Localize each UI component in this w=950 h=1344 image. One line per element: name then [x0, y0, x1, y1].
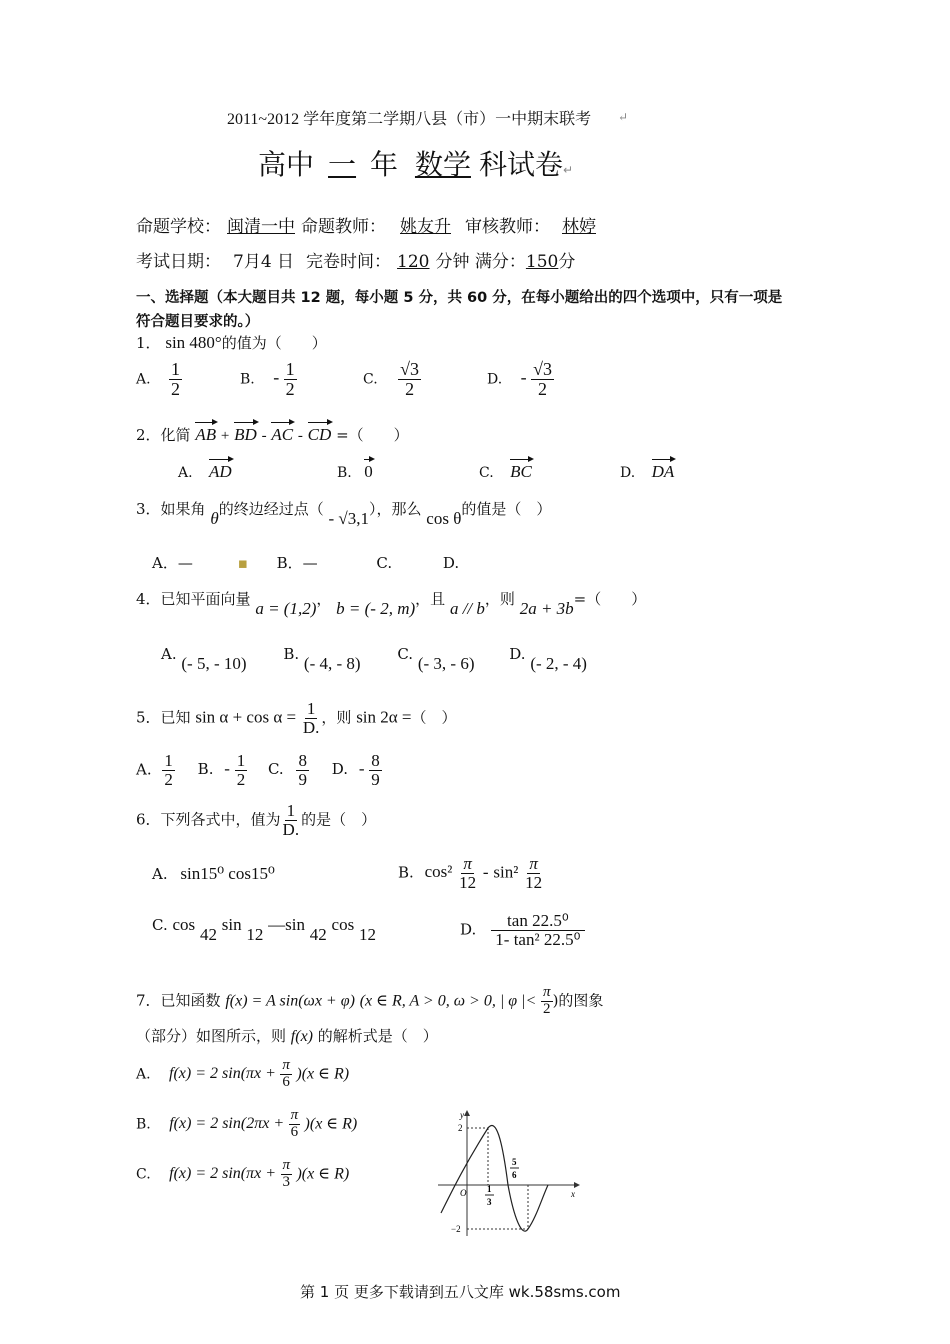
time-label: 完卷时间： [306, 252, 392, 272]
q2-vec-ac: AC [271, 425, 294, 444]
q6-c-12-1: 12 [246, 925, 264, 944]
score-value: 150 [525, 252, 559, 272]
q1-b-label: B. [240, 371, 255, 388]
q2-option-d [620, 462, 674, 482]
q4-d-value: (- 2, - 4) [530, 654, 587, 673]
section-heading-2: 符合题目要求的。） [136, 314, 260, 330]
q7-line2 [136, 1025, 438, 1046]
reviewer-value: 林婷 [562, 217, 596, 237]
q6-b-pi-1: π [463, 854, 472, 873]
q7-a-den: 6 [282, 1073, 290, 1090]
q5-expr: sin α + cos α = [195, 707, 297, 727]
q4-text3: ，则 [484, 590, 515, 608]
q6-b-label: B. [398, 863, 414, 882]
q7-b-label: B. [136, 1116, 151, 1133]
q5-a-label: A. [136, 760, 152, 779]
q6-b-minus: - [482, 862, 489, 882]
q2-op3: - [297, 428, 303, 444]
q3-theta: θ [210, 509, 219, 528]
q1-expr: sin 480° [165, 333, 222, 352]
q6-option-c [152, 915, 376, 944]
title-year-blank: 一 [328, 148, 357, 181]
y-bottom-label: −2 [451, 1224, 461, 1234]
q6-b-pi-2: π [529, 854, 538, 873]
q5-tail: （ ） [411, 708, 457, 727]
x-axis-arrow [574, 1182, 580, 1188]
title-grade: 高中 [258, 148, 315, 181]
q4-vec-a: a = (1,2) [255, 599, 317, 618]
q3-stem [136, 498, 552, 528]
mark-5-6-den: 6 [512, 1170, 517, 1180]
q7-a-tail: )(x ∈ R) [296, 1065, 350, 1083]
q7-stem [136, 985, 603, 1018]
q2-option-c [479, 462, 532, 482]
q5-b-num: 1 [236, 751, 246, 770]
date-label: 考试日期： [136, 252, 221, 272]
return-mark-icon: ↵ [618, 110, 629, 124]
q5-expr2: sin 2α = [356, 707, 412, 727]
q6-c-minus-sin: —sin [268, 915, 305, 934]
q2-vec-bd: BD [234, 425, 257, 444]
q6-c-cos1: cos [172, 915, 196, 934]
q6-c-12-2: 12 [359, 925, 376, 944]
school-label: 命题学校： [136, 217, 221, 237]
q6-tail: 的是（ ） [301, 810, 377, 829]
q4-d-label: D. [509, 645, 526, 663]
q7-pi: π [543, 984, 551, 1000]
q7-text2: )的图象 [552, 991, 604, 1010]
q1-d-den: 2 [538, 378, 548, 399]
q3-a-label: A．— [152, 554, 193, 572]
x-axis-label: x [571, 1189, 575, 1199]
q6-option-d [460, 912, 585, 949]
title-year: 年 [370, 148, 399, 181]
q6-c-sin1: sin [221, 915, 242, 934]
q4-options [161, 644, 587, 673]
q6-b-12-2: 12 [525, 872, 543, 892]
sine-graph [436, 1108, 581, 1240]
q3-dot-mark: ▪ [237, 554, 248, 572]
q5-d-label: D. [331, 760, 349, 779]
q2-option-b [337, 462, 373, 482]
q6-d-num: tan 22.5⁰ [491, 912, 585, 931]
q5-c-den: 9 [298, 769, 307, 789]
q1-d-label: D. [487, 371, 503, 388]
q5-c-num: 8 [298, 751, 307, 770]
q6-c-42-2: 42 [309, 925, 327, 944]
q1-c-den: 2 [405, 378, 415, 399]
q4-a-value: (- 5, - 10) [181, 654, 247, 673]
q4-expr: 2a + 3b [519, 599, 574, 618]
score-label: 满分： [474, 252, 526, 272]
q2-c-vec: BC [510, 462, 532, 481]
q7-line2-text: （部分）如图所示，则 [136, 1027, 287, 1045]
section-heading-1: 一、选择题（本大题目共 12 题，每小题 5 分，共 60 分，在每小题给出的四个选项中，只有一项是 [136, 290, 783, 306]
q7-a-num: π [282, 1057, 290, 1073]
q6-c-42-1: 42 [199, 925, 217, 944]
q3-d-label: D. [442, 554, 460, 572]
q1-num: 1． [136, 334, 161, 352]
q6-num: 1 [286, 801, 296, 820]
q5-d-num: 8 [371, 751, 380, 770]
q3-text3: ），那么 [368, 500, 422, 518]
q5-den: D. [302, 717, 320, 737]
q4-text1: 4．已知平面向量 [136, 590, 251, 608]
title-subject: 数学 [414, 148, 471, 181]
time-unit: 分钟 [435, 252, 470, 272]
q7-fx2: f(x) [290, 1028, 313, 1045]
mark-5-6-num: 5 [512, 1157, 517, 1167]
mark-1-3-den: 3 [487, 1197, 492, 1207]
meta-line-1 [136, 212, 608, 237]
q2-b-label: B. [337, 465, 352, 481]
page-footer: 第 1 页 更多下载请到五八文库 wk.58sms.com [300, 1283, 621, 1301]
q4-a-label: A. [161, 645, 177, 663]
q5-b-label: B. [197, 760, 214, 779]
q7-option-a [136, 1058, 349, 1091]
q3-point: - √3,1 [328, 509, 369, 528]
q6-stem [136, 802, 376, 839]
q4-text2: ，且 [415, 590, 446, 608]
q2-d-label: D. [620, 465, 636, 481]
score-unit: 分 [558, 252, 576, 272]
q2-b-vec: 0 [364, 462, 373, 481]
mark-1-3-num: 1 [487, 1184, 492, 1194]
exam-line: 2011~2012 学年度第二学期八县（市）一中期末联考 [227, 111, 592, 128]
q3-options [152, 552, 459, 573]
q2-tail: =（ ） [336, 426, 409, 444]
q3-text4: 的值是（ ） [461, 500, 552, 518]
q4-b-value: (- 4, - 8) [303, 654, 361, 673]
q1-b-sign: - [273, 367, 280, 388]
setter-value: 姚友升 [400, 217, 451, 237]
q5-d-sign: - [358, 759, 365, 779]
q7-b-expr: f(x) = 2 sin(2πx + [169, 1115, 285, 1133]
q2-op1: + [220, 428, 230, 444]
meta-line-2 [136, 247, 575, 272]
q4-c-label: C. [397, 645, 414, 663]
q4-parallel: a // b [449, 599, 485, 618]
q2-op2: - [261, 428, 267, 444]
q2-vec-cd: CD [307, 425, 332, 444]
q6-option-a [152, 864, 275, 884]
q3-c-label: C. [376, 554, 393, 572]
q7-condition: (x ∈ R, A > 0, ω > 0, | φ |< [359, 992, 537, 1010]
q7-b-tail: )(x ∈ R) [304, 1115, 358, 1133]
q3-text1: 3．如果角 [136, 500, 206, 518]
q6-c-label: C. [152, 916, 168, 934]
time-value: 120 [397, 252, 430, 272]
q7-a-label: A. [136, 1066, 151, 1083]
q1-a-label: A. [136, 371, 151, 388]
q5-a-den: 2 [164, 769, 173, 789]
q4-tail: =（ ） [573, 590, 647, 608]
school-value: 闽清一中 [227, 217, 295, 237]
q6-option-b [398, 855, 544, 892]
q6-b-cos: cos² [424, 862, 453, 882]
q1-d-num: √3 [533, 359, 552, 379]
q1-stem [136, 332, 327, 353]
q5-d-den: 9 [371, 769, 380, 789]
q6-b-sin: sin² [493, 862, 519, 882]
origin-label: O [460, 1188, 467, 1198]
q1-option-d [487, 360, 554, 399]
q7-c-expr: f(x) = 2 sin(πx + [169, 1165, 277, 1183]
q2-vec-ab: AB [195, 425, 217, 444]
q1-option-a [136, 360, 182, 399]
q7-c-den: 3 [282, 1173, 290, 1190]
q2-stem [136, 424, 409, 445]
date-value: 7月4 日 [233, 252, 295, 272]
q7-c-tail: )(x ∈ R) [296, 1165, 350, 1183]
q1-c-num: √3 [400, 359, 420, 379]
q5-c-label: C. [267, 760, 284, 779]
q7-a-expr: f(x) = 2 sin(πx + [169, 1065, 276, 1083]
q4-stem: 4．已知平面向量 a = (1,2)， b = (- 2, m)，且 a // b，则 2a + 3b=（ ） [136, 590, 647, 618]
q1-a-den: 2 [171, 378, 181, 399]
q5-a-num: 1 [164, 751, 173, 770]
q7-c-num: π [282, 1157, 291, 1173]
q6-a-expr: sin15⁰ cos15⁰ [180, 864, 275, 883]
q7-option-b [136, 1108, 357, 1141]
y-axis-label: y [460, 1110, 464, 1120]
q4-b-label: B. [283, 645, 300, 663]
q3-text2: 的终边经过点（ [218, 500, 324, 518]
q3-cos: cos θ [426, 509, 462, 528]
q5-b-sign: - [224, 759, 230, 779]
q1-tail: 的值为（ ） [221, 334, 327, 352]
title-rest: 科试卷 [478, 148, 563, 181]
setter-label: 命题教师： [301, 217, 386, 237]
q6-d-label: D. [460, 920, 477, 939]
q5-b-den: 2 [236, 769, 246, 789]
q2-c-label: C. [479, 465, 494, 481]
q2-num: 2．化简 [136, 426, 191, 444]
q7-option-c [136, 1158, 349, 1191]
y-top-label: 2 [458, 1123, 463, 1133]
q2-a-label: A. [178, 465, 193, 481]
q6-text1: 6．下列各式中，值为 [136, 810, 281, 829]
q7-b-num: π [290, 1107, 299, 1123]
q7-b-den: 6 [290, 1123, 299, 1140]
q2-option-a [178, 462, 232, 482]
q1-b-num: 1 [285, 359, 295, 379]
q5-stem [136, 700, 457, 737]
q2-d-vec: DA [651, 462, 675, 481]
q2-a-vec: AD [209, 462, 232, 481]
q6-a-label: A. [152, 865, 168, 883]
q7-two: 2 [543, 1000, 551, 1017]
q7-text1: 7．已知函数 [136, 991, 221, 1010]
q1-c-label: C. [363, 371, 378, 388]
q6-d-den: 1- tan² 22.5⁰ [495, 929, 581, 949]
q1-b-den: 2 [285, 378, 295, 399]
q7-function: f(x) = A sin(ωx + φ) [225, 992, 355, 1010]
q6-b-12-1: 12 [459, 872, 477, 892]
q4-vec-b: b = (- 2, m) [336, 599, 416, 618]
q4-c-value: (- 3, - 6) [417, 654, 475, 673]
q1-a-num: 1 [171, 359, 181, 379]
sine-curve [441, 1125, 548, 1231]
q1-option-b [240, 360, 297, 399]
q5-options [136, 752, 382, 789]
q1-option-c [363, 360, 421, 399]
q5-text1: 5．已知 [136, 708, 191, 727]
q6-c-cos2: cos [331, 915, 355, 934]
q1-d-sign: - [520, 367, 527, 388]
reviewer-label: 审核教师： [465, 217, 550, 237]
q7-c-label: C. [136, 1166, 151, 1183]
exam-title: 高中 一 年 数学 科试卷↵ [258, 148, 574, 181]
q5-num: 1 [306, 699, 316, 718]
q7-line2b-text: 的解析式是（ ） [317, 1027, 438, 1045]
q6-den: D. [282, 819, 300, 839]
q5-text2: ，则 [321, 708, 352, 727]
y-axis-arrow [464, 1110, 470, 1116]
q3-b-label: B．— [276, 554, 318, 572]
